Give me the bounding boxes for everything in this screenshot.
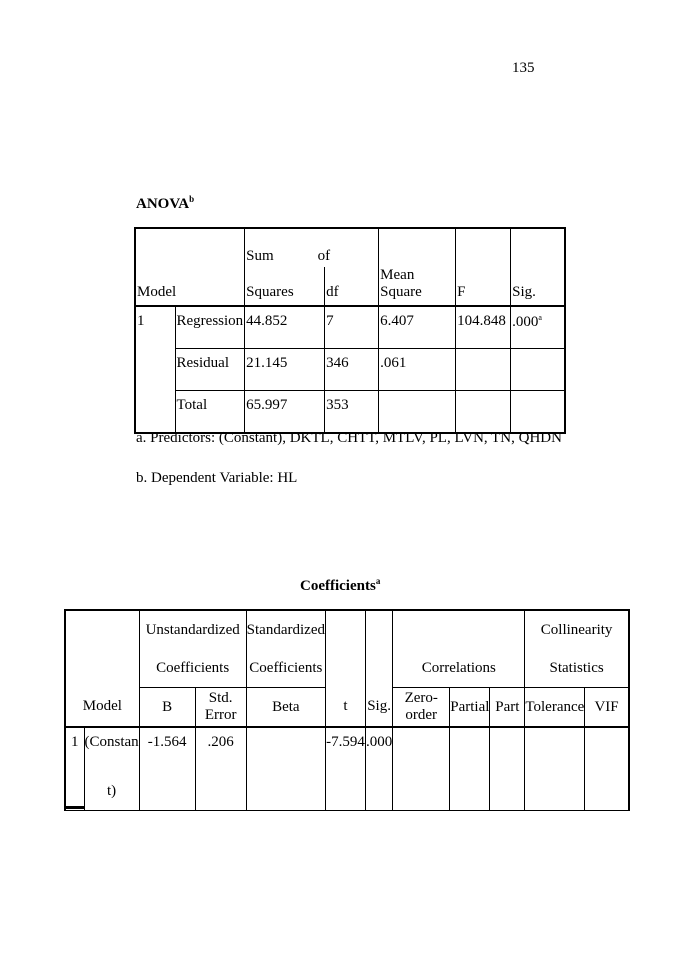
coefficients-title: Coefficients$^a$ bbox=[300, 576, 381, 594]
coef-b: -1.564 bbox=[139, 727, 195, 811]
anova-header-sig: Sig. bbox=[511, 267, 565, 306]
coef-part bbox=[490, 727, 525, 811]
anova-model-number: 1 bbox=[135, 306, 175, 433]
anova-header-sum-of: Sum of bbox=[245, 228, 379, 267]
coef-header-statistics: Statistics bbox=[525, 649, 629, 688]
anova-footnote-a: a. Predictors: (Constant), DKTL, CHTT, MTLV, PL, LVN, TN, QHDN bbox=[136, 430, 562, 446]
anova-sig: .000$^a$ bbox=[511, 306, 565, 349]
anova-sum-squares: 44.852 bbox=[245, 306, 325, 349]
coef-header-std-error: Std. Error bbox=[195, 688, 246, 728]
table-row bbox=[135, 349, 565, 391]
anova-header-model: Model bbox=[135, 267, 245, 306]
anova-row-label: Residual bbox=[175, 349, 245, 391]
coef-header-unstd-coefficients: Coefficients bbox=[139, 649, 246, 688]
coef-sig: .000 bbox=[365, 727, 392, 811]
coef-header-beta: Beta bbox=[246, 688, 325, 728]
anova-table bbox=[134, 227, 566, 434]
anova-header-df: df bbox=[325, 267, 379, 306]
anova-sum-squares: 65.997 bbox=[245, 391, 325, 434]
anova-f: 104.848 bbox=[456, 306, 511, 349]
anova-sum-squares: 21.145 bbox=[245, 349, 325, 391]
page-number: 135 bbox=[512, 60, 535, 76]
coef-header-tolerance: Tolerance bbox=[525, 688, 585, 728]
anova-mean-square: .061 bbox=[379, 349, 456, 391]
coef-header-sig: Sig. bbox=[365, 688, 392, 728]
coef-header-correlations: Correlations bbox=[393, 649, 525, 688]
anova-f bbox=[456, 349, 511, 391]
table-row bbox=[135, 306, 565, 349]
coef-beta bbox=[246, 727, 325, 811]
coef-t: -7.594 bbox=[325, 727, 365, 811]
coef-header-partial: Partial bbox=[450, 688, 490, 728]
coef-zero-order bbox=[393, 727, 450, 811]
anova-header-model-top bbox=[135, 228, 245, 267]
anova-footnote-b: b. Dependent Variable: HL bbox=[136, 470, 298, 486]
coef-vif bbox=[585, 727, 629, 811]
anova-header-squares: Squares bbox=[245, 267, 325, 306]
coef-header-t: t bbox=[325, 688, 365, 728]
anova-header-mean-square: Mean Square bbox=[379, 267, 456, 306]
table-row bbox=[135, 391, 565, 434]
coef-row-label: (Constan bbox=[84, 727, 139, 772]
coef-std-error: .206 bbox=[195, 727, 246, 811]
coefficients-table bbox=[64, 609, 630, 811]
anova-sig bbox=[511, 391, 565, 434]
coef-row-label-cont: t) bbox=[84, 772, 139, 811]
anova-row-label: Total bbox=[175, 391, 245, 434]
coef-header-collinearity: Collinearity bbox=[525, 610, 629, 649]
coef-header-unstandardized: Unstandardized bbox=[139, 610, 246, 649]
anova-f bbox=[456, 391, 511, 434]
anova-mean-square: 6.407 bbox=[379, 306, 456, 349]
coef-partial bbox=[450, 727, 490, 811]
coef-model-number: 1 bbox=[65, 727, 84, 811]
anova-header-f: F bbox=[456, 267, 511, 306]
coef-header-model: Model bbox=[65, 688, 139, 728]
coef-header-zero-order: Zero-order bbox=[393, 688, 450, 728]
coef-header-std-coefficients: Coefficients bbox=[246, 649, 325, 688]
coef-header-b: B bbox=[139, 688, 195, 728]
anova-mean-square bbox=[379, 391, 456, 434]
coef-tolerance bbox=[525, 727, 585, 811]
anova-df: 353 bbox=[325, 391, 379, 434]
anova-sig bbox=[511, 349, 565, 391]
table-row bbox=[65, 727, 629, 772]
anova-title: ANOVA$^b$ bbox=[136, 194, 195, 212]
anova-df: 346 bbox=[325, 349, 379, 391]
coef-header-vif: VIF bbox=[585, 688, 629, 728]
table-corner-rule bbox=[64, 806, 84, 809]
coef-header-part: Part bbox=[490, 688, 525, 728]
anova-row-label: Regression bbox=[175, 306, 245, 349]
coef-header-standardized: Standardized bbox=[246, 610, 325, 649]
anova-df: 7 bbox=[325, 306, 379, 349]
